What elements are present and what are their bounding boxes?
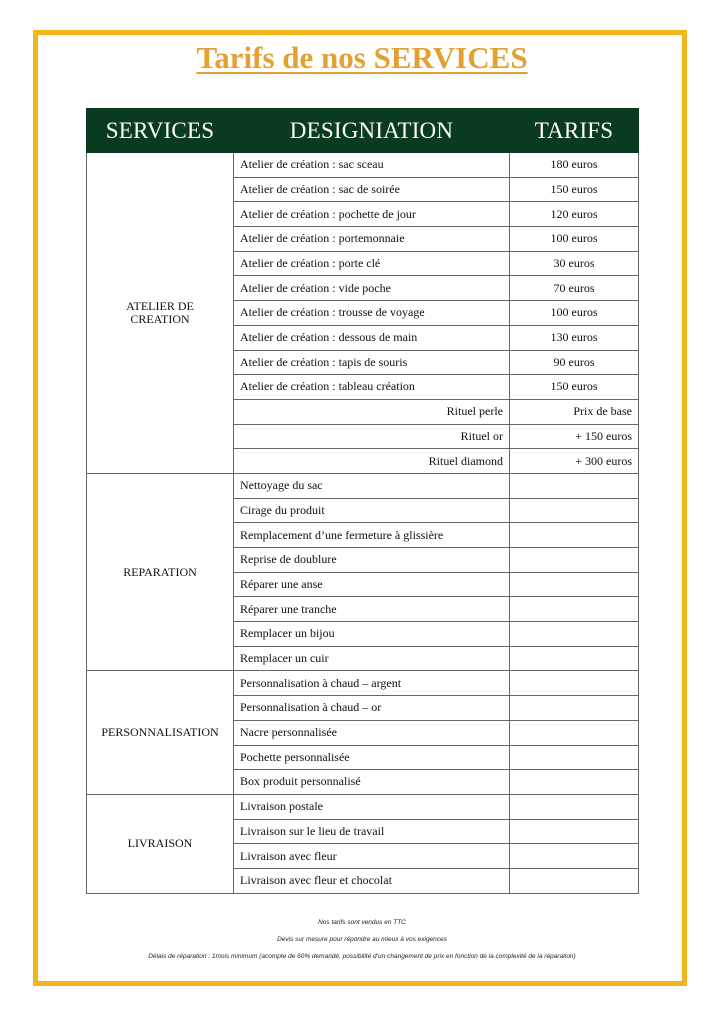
designation-cell: Réparer une anse — [234, 572, 510, 597]
note-devis: Devis sur mesure pour répondre au mieux à vos exigences — [277, 936, 447, 943]
header-tarifs: TARIFS — [510, 109, 639, 153]
price-cell: 100 euros — [510, 227, 639, 252]
designation-cell: Box produit personnalisé — [234, 770, 510, 795]
designation-cell: Atelier de création : tableau création — [234, 375, 510, 400]
note-delais: Délais de réparation : 1mois minimum (acompte de 60% demandé, possibilité d’un changement de prix en fonction de la complexité de la réparation) — [148, 953, 576, 960]
designation-cell: Livraison sur le lieu de travail — [234, 819, 510, 844]
price-cell — [510, 794, 639, 819]
designation-cell: Atelier de création : pochette de jour — [234, 202, 510, 227]
designation-cell: Atelier de création : porte clé — [234, 251, 510, 276]
designation-cell: Atelier de création : vide poche — [234, 276, 510, 301]
service-personnalisation: PERSONNALISATION — [87, 671, 234, 794]
table-header-row — [87, 109, 639, 153]
price-cell: Prix de base — [510, 399, 639, 424]
price-cell — [510, 696, 639, 721]
price-cell: 130 euros — [510, 325, 639, 350]
price-cell: + 300 euros — [510, 449, 639, 474]
designation-cell: Cirage du produit — [234, 498, 510, 523]
table-row — [87, 473, 639, 498]
designation-cell: Livraison postale — [234, 794, 510, 819]
price-cell: 150 euros — [510, 177, 639, 202]
service-livraison: LIVRAISON — [87, 794, 234, 893]
price-cell — [510, 819, 639, 844]
designation-cell: Personnalisation à chaud – argent — [234, 671, 510, 696]
service-name-line1: ATELIER DE — [126, 298, 194, 313]
designation-cell: Nacre personnalisée — [234, 720, 510, 745]
header-services: SERVICES — [87, 109, 234, 153]
price-cell: 180 euros — [510, 153, 639, 178]
designation-cell: Atelier de création : tapis de souris — [234, 350, 510, 375]
price-cell — [510, 770, 639, 795]
designation-cell: Remplacer un cuir — [234, 646, 510, 671]
price-cell: 90 euros — [510, 350, 639, 375]
price-cell — [510, 646, 639, 671]
price-cell — [510, 671, 639, 696]
designation-cell: Personnalisation à chaud – or — [234, 696, 510, 721]
designation-cell: Atelier de création : sac de soirée — [234, 177, 510, 202]
pricing-table — [86, 108, 639, 894]
designation-cell: Rituel or — [234, 424, 510, 449]
price-cell: 70 euros — [510, 276, 639, 301]
service-reparation: REPARATION — [87, 473, 234, 671]
page-title: Tarifs de nos SERVICES — [196, 40, 528, 75]
price-cell: + 150 euros — [510, 424, 639, 449]
designation-cell: Remplacement d’une fermeture à glissière — [234, 523, 510, 548]
price-cell — [510, 473, 639, 498]
table-row — [87, 671, 639, 696]
designation-cell: Réparer une tranche — [234, 597, 510, 622]
designation-cell: Atelier de création : sac sceau — [234, 153, 510, 178]
price-cell — [510, 498, 639, 523]
price-cell — [510, 868, 639, 893]
designation-cell: Nettoyage du sac — [234, 473, 510, 498]
service-atelier-creation — [87, 153, 234, 474]
price-cell — [510, 597, 639, 622]
price-cell: 100 euros — [510, 301, 639, 326]
service-name-line2: CREATION — [130, 311, 190, 326]
table-row — [87, 153, 639, 178]
header-designation: DESIGNIATION — [234, 109, 510, 153]
designation-cell: Pochette personnalisée — [234, 745, 510, 770]
price-cell — [510, 745, 639, 770]
price-cell: 120 euros — [510, 202, 639, 227]
price-cell — [510, 572, 639, 597]
designation-cell: Rituel diamond — [234, 449, 510, 474]
price-cell: 30 euros — [510, 251, 639, 276]
designation-cell: Rituel perle — [234, 399, 510, 424]
price-cell — [510, 844, 639, 869]
designation-cell: Remplacer un bijou — [234, 622, 510, 647]
footer-notes — [0, 918, 724, 969]
note-ttc: Nos tarifs sont vendus en TTC — [318, 919, 406, 926]
price-cell — [510, 523, 639, 548]
price-cell: 150 euros — [510, 375, 639, 400]
designation-cell: Atelier de création : dessous de main — [234, 325, 510, 350]
price-cell — [510, 622, 639, 647]
designation-cell: Livraison avec fleur — [234, 844, 510, 869]
designation-cell: Atelier de création : trousse de voyage — [234, 301, 510, 326]
designation-cell: Livraison avec fleur et chocolat — [234, 868, 510, 893]
table-row — [87, 794, 639, 819]
designation-cell: Reprise de doublure — [234, 548, 510, 573]
price-cell — [510, 720, 639, 745]
price-cell — [510, 548, 639, 573]
designation-cell: Atelier de création : portemonnaie — [234, 227, 510, 252]
